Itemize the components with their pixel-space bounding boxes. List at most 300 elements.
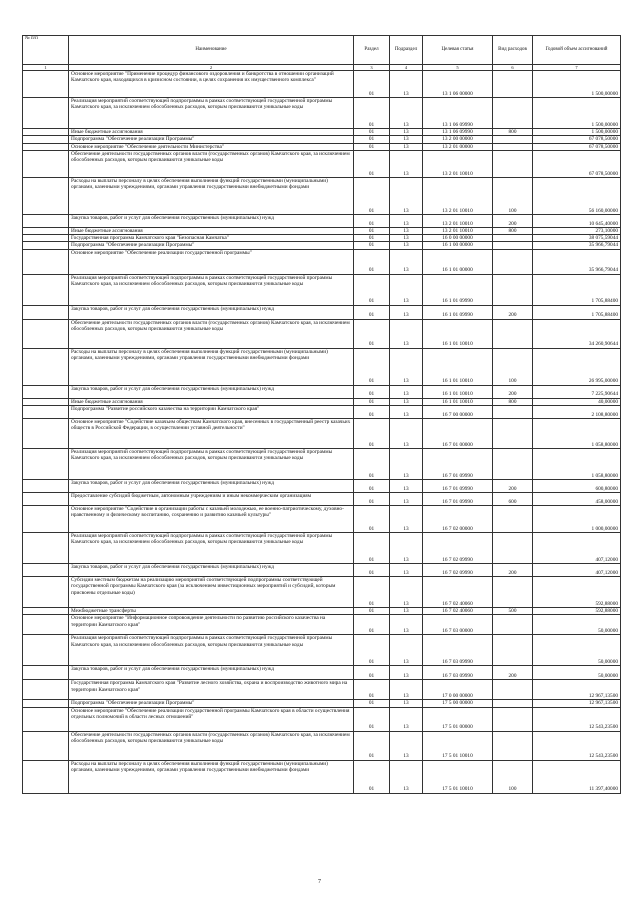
row-vid-cell: 200 — [493, 564, 533, 577]
row-vid-cell: 200 — [493, 214, 533, 227]
row-razdel-cell: 01 — [354, 129, 390, 136]
row-statya-cell: 17 5 01 10010 — [423, 760, 493, 793]
row-podrazdel-cell: 13 — [390, 707, 423, 731]
row-number-cell — [23, 214, 69, 227]
row-vid-cell — [493, 150, 533, 177]
row-statya-cell: 16 1 01 10010 — [423, 348, 493, 385]
row-razdel-cell: 01 — [354, 398, 390, 405]
row-number-cell — [23, 71, 69, 98]
row-podrazdel-cell: 13 — [390, 274, 423, 305]
row-podrazdel-cell: 13 — [390, 615, 423, 635]
index-cell: 3 — [354, 65, 390, 71]
row-vid-cell: 100 — [493, 760, 533, 793]
row-amount-cell: 1 500,00000 — [533, 98, 621, 129]
header-num: № п/п — [23, 36, 69, 65]
row-podrazdel-cell: 13 — [390, 242, 423, 249]
row-name-cell: Иные бюджетные ассигнования — [69, 129, 354, 136]
row-statya-cell: 13 1 06 09990 — [423, 129, 493, 136]
table-row — [23, 615, 621, 635]
row-podrazdel-cell: 13 — [390, 564, 423, 577]
row-name-cell: Реализация мероприятий соответствующей подпрограммы в рамках соответствующей государственной программы Камчатского края, за исключением обособленных расходов, которым присваиваются уникальные коды — [69, 98, 354, 129]
row-vid-cell — [493, 143, 533, 150]
row-podrazdel-cell: 13 — [390, 235, 423, 242]
table-row — [23, 666, 621, 680]
row-podrazdel-cell: 13 — [390, 129, 423, 136]
header-podrazdel: Подраздел — [390, 36, 423, 65]
row-number-cell — [23, 227, 69, 234]
row-podrazdel-cell: 13 — [390, 449, 423, 480]
row-number-cell — [23, 348, 69, 385]
row-statya-cell: 13 2 01 10010 — [423, 214, 493, 227]
row-vid-cell — [493, 98, 533, 129]
table-row — [23, 143, 621, 150]
table-row — [23, 319, 621, 348]
row-vid-cell: 800 — [493, 227, 533, 234]
row-number-cell — [23, 480, 69, 493]
row-amount-cell: 56 160,00000 — [533, 177, 621, 214]
row-vid-cell: 200 — [493, 305, 533, 319]
row-razdel-cell: 01 — [354, 615, 390, 635]
row-vid-cell — [493, 419, 533, 449]
row-name-cell: Подпрограмма "Развитие российского казачества на территории Камчатского края" — [69, 406, 354, 419]
table-row — [23, 348, 621, 385]
row-name-cell: Реализация мероприятий соответствующей подпрограммы в рамках соответствующей государственной программы Камчатского края, за исключением обособленных расходов, которым присваиваются уникальные коды — [69, 449, 354, 480]
row-vid-cell: 100 — [493, 348, 533, 385]
row-vid-cell: 200 — [493, 385, 533, 398]
row-statya-cell: 16 7 01 09990 — [423, 449, 493, 480]
row-name-cell: Реализация мероприятий соответствующей подпрограммы в рамках соответствующей государственной программы Камчатского края, за исключением обособленных расходов, которым присваиваются уникальные коды — [69, 274, 354, 305]
row-number-cell — [23, 760, 69, 793]
row-statya-cell: 13 1 06 00000 — [423, 71, 493, 98]
table-row — [23, 398, 621, 405]
row-razdel-cell: 01 — [354, 700, 390, 707]
row-podrazdel-cell: 13 — [390, 177, 423, 214]
row-podrazdel-cell: 13 — [390, 305, 423, 319]
row-podrazdel-cell: 13 — [390, 608, 423, 615]
row-amount-cell: 12 543,23500 — [533, 707, 621, 731]
row-statya-cell: 16 7 02 09990 — [423, 533, 493, 564]
row-name-cell: Основное мероприятие "Применение процедур финансового оздоровления и банкротства в отношении организаций Камчатского края, находящихся в кризисном состоянии, в целях сохранения их имущественного комплекса" — [69, 71, 354, 98]
row-amount-cell: 407,12000 — [533, 564, 621, 577]
table-row — [23, 707, 621, 731]
row-podrazdel-cell: 13 — [390, 493, 423, 506]
row-name-cell: Закупка товаров, работ и услуг для обеспечения государственных (муниципальных) нужд — [69, 214, 354, 227]
page-number: 7 — [318, 879, 321, 885]
row-podrazdel-cell: 13 — [390, 348, 423, 385]
row-number-cell — [23, 419, 69, 449]
row-vid-cell — [493, 577, 533, 608]
row-amount-cell: 50,00000 — [533, 635, 621, 666]
row-razdel-cell: 01 — [354, 274, 390, 305]
table-row — [23, 731, 621, 760]
row-razdel-cell: 01 — [354, 480, 390, 493]
row-amount-cell: 11 397,40000 — [533, 760, 621, 793]
table-row — [23, 235, 621, 242]
row-statya-cell: 16 1 01 10010 — [423, 385, 493, 398]
row-amount-cell: 67 078,50000 — [533, 136, 621, 143]
row-statya-cell: 16 7 02 40060 — [423, 577, 493, 608]
row-number-cell — [23, 608, 69, 615]
row-statya-cell: 16 7 01 09990 — [423, 480, 493, 493]
row-name-cell: Государственная программа Камчатского края "Развитие лесного хозяйства, охрана и воспроизводство животного мира на территории Камчатского края" — [69, 680, 354, 700]
row-name-cell: Обеспечение деятельности государственных органов власти (государственных органов) Камчатского края, за исключением обособленных расходов, которым присваиваются уникальные коды — [69, 731, 354, 760]
table-row — [23, 150, 621, 177]
row-vid-cell — [493, 506, 533, 533]
row-statya-cell: 13 2 00 00000 — [423, 136, 493, 143]
row-vid-cell — [493, 615, 533, 635]
row-name-cell: Межбюджетные трансферты — [69, 608, 354, 615]
row-number-cell — [23, 305, 69, 319]
row-statya-cell: 16 7 02 40060 — [423, 608, 493, 615]
row-razdel-cell: 01 — [354, 635, 390, 666]
row-statya-cell: 13 1 06 09990 — [423, 98, 493, 129]
row-podrazdel-cell: 13 — [390, 71, 423, 98]
row-name-cell: Основное мероприятие "Обеспечение реализации государственной программы" — [69, 249, 354, 274]
row-vid-cell — [493, 242, 533, 249]
index-cell: 4 — [390, 65, 423, 71]
row-amount-cell: 10 645,40000 — [533, 214, 621, 227]
table-row — [23, 71, 621, 98]
row-statya-cell: 16 7 02 09990 — [423, 564, 493, 577]
row-razdel-cell: 01 — [354, 235, 390, 242]
row-number-cell — [23, 274, 69, 305]
row-vid-cell — [493, 707, 533, 731]
row-name-cell: Иные бюджетные ассигнования — [69, 227, 354, 234]
row-podrazdel-cell: 13 — [390, 731, 423, 760]
header-razdel: Раздел — [354, 36, 390, 65]
row-statya-cell: 17 0 00 00000 — [423, 680, 493, 700]
row-vid-cell — [493, 449, 533, 480]
row-name-cell: Подпрограмма "Обеспечение реализации Программы" — [69, 242, 354, 249]
header-vid: Вид расходов — [493, 36, 533, 65]
row-vid-cell: 500 — [493, 608, 533, 615]
row-name-cell: Основное мероприятие "Информационное сопровождение деятельности по развитию российского казачества на территории Камчатского края" — [69, 615, 354, 635]
row-podrazdel-cell: 13 — [390, 533, 423, 564]
row-name-cell: Расходы на выплаты персоналу в целях обеспечения выполнения функций государственными (муниципальными) органами, казенными учреждениями, органами управления государственными внебюджетными фондами — [69, 348, 354, 385]
row-statya-cell: 17 5 01 00000 — [423, 707, 493, 731]
row-podrazdel-cell: 13 — [390, 136, 423, 143]
row-vid-cell — [493, 249, 533, 274]
row-name-cell: Субсидии местным бюджетам на реализацию мероприятий соответствующей подпрограммы соответствующей государственной программы Камчатского края (за исключением инвестиционных мероприятий и субсидий, которым присвоены отдельные коды) — [69, 577, 354, 608]
row-podrazdel-cell: 13 — [390, 480, 423, 493]
row-amount-cell: 12 543,23500 — [533, 731, 621, 760]
row-number-cell — [23, 98, 69, 129]
row-amount-cell: 407,12000 — [533, 533, 621, 564]
row-statya-cell: 16 7 01 00000 — [423, 419, 493, 449]
row-number-cell — [23, 506, 69, 533]
row-number-cell — [23, 666, 69, 680]
index-cell: 2 — [69, 65, 354, 71]
row-amount-cell: 26 995,00000 — [533, 348, 621, 385]
row-vid-cell — [493, 406, 533, 419]
table-row — [23, 480, 621, 493]
row-vid-cell: 200 — [493, 480, 533, 493]
row-number-cell — [23, 707, 69, 731]
row-vid-cell — [493, 274, 533, 305]
row-amount-cell: 1 500,00000 — [533, 129, 621, 136]
row-statya-cell: 16 7 01 09990 — [423, 493, 493, 506]
row-name-cell: Закупка товаров, работ и услуг для обеспечения государственных (муниципальных) нужд — [69, 666, 354, 680]
row-name-cell: Основное мероприятие "Обеспечение деятельности Министерства" — [69, 143, 354, 150]
table-row — [23, 506, 621, 533]
row-podrazdel-cell: 13 — [390, 227, 423, 234]
row-number-cell — [23, 129, 69, 136]
row-name-cell: Подпрограмма "Обеспечение реализации Программы" — [69, 136, 354, 143]
table-row — [23, 385, 621, 398]
row-vid-cell — [493, 136, 533, 143]
row-name-cell: Закупка товаров, работ и услуг для обеспечения государственных (муниципальных) нужд — [69, 305, 354, 319]
row-number-cell — [23, 493, 69, 506]
row-amount-cell: 1 058,80000 — [533, 419, 621, 449]
row-podrazdel-cell: 13 — [390, 385, 423, 398]
row-name-cell: Обеспечение деятельности государственных органов власти (государственных органов) Камчатского края, за исключением обособленных расходов, которым присваиваются уникальные коды — [69, 150, 354, 177]
header-statya: Целевая статья — [423, 36, 493, 65]
row-razdel-cell: 01 — [354, 319, 390, 348]
row-amount-cell: 50,00000 — [533, 666, 621, 680]
row-podrazdel-cell: 13 — [390, 143, 423, 150]
row-podrazdel-cell: 13 — [390, 506, 423, 533]
row-razdel-cell: 01 — [354, 577, 390, 608]
row-razdel-cell: 01 — [354, 305, 390, 319]
row-vid-cell — [493, 235, 533, 242]
table-row — [23, 98, 621, 129]
header-name: Наименование — [69, 36, 354, 65]
row-name-cell: Основное мероприятие "Содействие в организации работы с казачьей молодежью, ее военно-патриотическому, духовно-нравственному и физическому воспитанию, сохранению и развитию казачьей культуры" — [69, 506, 354, 533]
row-statya-cell: 17 5 01 10010 — [423, 731, 493, 760]
row-podrazdel-cell: 13 — [390, 319, 423, 348]
row-statya-cell: 13 2 01 00000 — [423, 143, 493, 150]
row-razdel-cell: 01 — [354, 136, 390, 143]
table-row — [23, 608, 621, 615]
budget-table — [22, 35, 621, 794]
index-cell: 7 — [533, 65, 621, 71]
row-vid-cell — [493, 533, 533, 564]
row-amount-cell: 592,88000 — [533, 577, 621, 608]
row-number-cell — [23, 398, 69, 405]
row-podrazdel-cell: 13 — [390, 398, 423, 405]
row-razdel-cell: 01 — [354, 406, 390, 419]
row-amount-cell: 2 108,80000 — [533, 406, 621, 419]
row-name-cell: Обеспечение деятельности государственных органов власти (государственных органов) Камчатского края, за исключением обособленных расходов, которым присваиваются уникальные коды — [69, 319, 354, 348]
row-vid-cell: 200 — [493, 666, 533, 680]
row-statya-cell: 16 0 00 00000 — [423, 235, 493, 242]
row-podrazdel-cell: 13 — [390, 760, 423, 793]
row-statya-cell: 16 7 00 00000 — [423, 406, 493, 419]
row-podrazdel-cell: 13 — [390, 635, 423, 666]
row-amount-cell: 458,00000 — [533, 493, 621, 506]
row-vid-cell — [493, 635, 533, 666]
row-razdel-cell: 01 — [354, 348, 390, 385]
row-amount-cell: 67 078,50000 — [533, 143, 621, 150]
row-podrazdel-cell: 13 — [390, 577, 423, 608]
row-statya-cell: 13 2 01 10010 — [423, 177, 493, 214]
row-razdel-cell: 01 — [354, 177, 390, 214]
row-amount-cell: 12 967,13500 — [533, 700, 621, 707]
row-number-cell — [23, 249, 69, 274]
table-row — [23, 406, 621, 419]
row-name-cell: Закупка товаров, работ и услуг для обеспечения государственных (муниципальных) нужд — [69, 385, 354, 398]
row-razdel-cell: 01 — [354, 214, 390, 227]
row-podrazdel-cell: 13 — [390, 419, 423, 449]
row-amount-cell: 67 078,50000 — [533, 150, 621, 177]
row-statya-cell: 16 7 03 09990 — [423, 635, 493, 666]
table-row — [23, 227, 621, 234]
row-number-cell — [23, 150, 69, 177]
row-statya-cell: 13 2 01 10010 — [423, 150, 493, 177]
row-name-cell: Закупка товаров, работ и услуг для обеспечения государственных (муниципальных) нужд — [69, 564, 354, 577]
row-number-cell — [23, 731, 69, 760]
row-razdel-cell: 01 — [354, 242, 390, 249]
row-number-cell — [23, 680, 69, 700]
row-razdel-cell: 01 — [354, 419, 390, 449]
table-row — [23, 577, 621, 608]
row-amount-cell: 7 225,90644 — [533, 385, 621, 398]
row-razdel-cell: 01 — [354, 666, 390, 680]
row-podrazdel-cell: 13 — [390, 150, 423, 177]
row-statya-cell: 13 2 01 10010 — [423, 227, 493, 234]
row-amount-cell: 1 705,88400 — [533, 305, 621, 319]
row-amount-cell: 1 500,00000 — [533, 71, 621, 98]
row-razdel-cell: 01 — [354, 608, 390, 615]
row-number-cell — [23, 700, 69, 707]
row-number-cell — [23, 235, 69, 242]
row-razdel-cell: 01 — [354, 449, 390, 480]
row-razdel-cell: 01 — [354, 385, 390, 398]
row-statya-cell: 16 1 01 10010 — [423, 398, 493, 405]
row-razdel-cell: 01 — [354, 249, 390, 274]
index-cell: 5 — [423, 65, 493, 71]
table-row — [23, 242, 621, 249]
row-number-cell — [23, 635, 69, 666]
row-razdel-cell: 01 — [354, 680, 390, 700]
row-name-cell: Иные бюджетные ассигнования — [69, 398, 354, 405]
row-number-cell — [23, 136, 69, 143]
row-statya-cell: 16 1 01 00000 — [423, 249, 493, 274]
table-row — [23, 129, 621, 136]
row-podrazdel-cell: 13 — [390, 98, 423, 129]
row-name-cell: Реализация мероприятий соответствующей подпрограммы в рамках соответствующей государственной программы Камчатского края, за исключением обособленных расходов, которым присваиваются уникальные коды — [69, 635, 354, 666]
row-podrazdel-cell: 13 — [390, 214, 423, 227]
row-razdel-cell: 01 — [354, 506, 390, 533]
row-vid-cell: 600 — [493, 493, 533, 506]
row-podrazdel-cell: 13 — [390, 249, 423, 274]
row-vid-cell: 100 — [493, 177, 533, 214]
row-statya-cell: 16 1 01 09990 — [423, 274, 493, 305]
header-amount: Годовой объем ассигнований — [533, 36, 621, 65]
row-number-cell — [23, 577, 69, 608]
row-razdel-cell: 01 — [354, 564, 390, 577]
row-razdel-cell: 01 — [354, 731, 390, 760]
row-statya-cell: 16 7 02 00000 — [423, 506, 493, 533]
table-row — [23, 635, 621, 666]
row-razdel-cell: 01 — [354, 760, 390, 793]
row-number-cell — [23, 564, 69, 577]
row-amount-cell: 1 000,00000 — [533, 506, 621, 533]
row-name-cell: Основное мероприятие "Содействие казачьим обществам Камчатского края, внесенных в государственный реестр казачьих обществ в Российской Федерации, в осуществлении уставной деятельности" — [69, 419, 354, 449]
row-razdel-cell: 01 — [354, 98, 390, 129]
table-row — [23, 305, 621, 319]
table-header-row — [23, 36, 621, 65]
row-razdel-cell: 01 — [354, 143, 390, 150]
table-row — [23, 214, 621, 227]
row-podrazdel-cell: 13 — [390, 406, 423, 419]
row-number-cell — [23, 385, 69, 398]
row-razdel-cell: 01 — [354, 71, 390, 98]
row-amount-cell: 35 966,79044 — [533, 249, 621, 274]
row-vid-cell — [493, 319, 533, 348]
table-row — [23, 136, 621, 143]
row-amount-cell: 600,80000 — [533, 480, 621, 493]
row-amount-cell: 35 966,79044 — [533, 242, 621, 249]
index-cell: 6 — [493, 65, 533, 71]
table-row — [23, 449, 621, 480]
row-name-cell: Подпрограмма "Обеспечение реализации Программы" — [69, 700, 354, 707]
row-name-cell: Государственная программа Камчатского края "Безопасная Камчатка" — [69, 235, 354, 242]
row-podrazdel-cell: 13 — [390, 700, 423, 707]
row-name-cell: Реализация мероприятий соответствующей подпрограммы в рамках соответствующей государственной программы Камчатского края, за исключением обособленных расходов, которым присваиваются уникальные коды — [69, 533, 354, 564]
table-row — [23, 419, 621, 449]
row-podrazdel-cell: 13 — [390, 680, 423, 700]
row-number-cell — [23, 449, 69, 480]
index-cell: 1 — [23, 65, 69, 71]
table-row — [23, 760, 621, 793]
row-vid-cell — [493, 731, 533, 760]
row-number-cell — [23, 319, 69, 348]
row-razdel-cell: 01 — [354, 227, 390, 234]
row-number-cell — [23, 143, 69, 150]
row-podrazdel-cell: 13 — [390, 666, 423, 680]
row-amount-cell: 273,10000 — [533, 227, 621, 234]
table-row — [23, 249, 621, 274]
row-amount-cell: 12 967,13500 — [533, 680, 621, 700]
row-statya-cell: 16 1 01 10010 — [423, 319, 493, 348]
row-number-cell — [23, 406, 69, 419]
table-body — [23, 71, 621, 794]
row-amount-cell: 592,88000 — [533, 608, 621, 615]
row-vid-cell: 800 — [493, 129, 533, 136]
row-amount-cell: 1 058,80000 — [533, 449, 621, 480]
table-row — [23, 177, 621, 214]
row-name-cell: Предоставление субсидий бюджетным, автономным учреждениям и иным некоммерческим организациям — [69, 493, 354, 506]
row-razdel-cell: 01 — [354, 533, 390, 564]
row-statya-cell: 16 7 03 09990 — [423, 666, 493, 680]
row-vid-cell — [493, 71, 533, 98]
row-vid-cell — [493, 680, 533, 700]
row-name-cell: Основное мероприятие "Обеспечение реализации государственной программы Камчатского края в области осуществления отдельных полномочий в области лесных отношений" — [69, 707, 354, 731]
row-statya-cell: 16 1 00 00000 — [423, 242, 493, 249]
row-number-cell — [23, 533, 69, 564]
table-row — [23, 564, 621, 577]
row-number-cell — [23, 242, 69, 249]
row-statya-cell: 16 1 01 09990 — [423, 305, 493, 319]
table-row — [23, 493, 621, 506]
row-razdel-cell: 01 — [354, 493, 390, 506]
table-row — [23, 700, 621, 707]
row-name-cell: Расходы на выплаты персоналу в целях обеспечения выполнения функций государственными (муниципальными) органами, казенными учреждениями, органами управления государственными внебюджетными фондами — [69, 760, 354, 793]
row-name-cell: Расходы на выплаты персоналу в целях обеспечения выполнения функций государственными (муниципальными) органами, казенными учреждениями, органами управления государственными внебюджетными фондами — [69, 177, 354, 214]
row-amount-cell: 50,00000 — [533, 615, 621, 635]
table-row — [23, 680, 621, 700]
row-razdel-cell: 01 — [354, 150, 390, 177]
row-amount-cell: 38 075,59044 — [533, 235, 621, 242]
table-row — [23, 533, 621, 564]
row-vid-cell: 800 — [493, 398, 533, 405]
row-statya-cell: 17 5 00 00000 — [423, 700, 493, 707]
row-number-cell — [23, 615, 69, 635]
row-number-cell — [23, 177, 69, 214]
budget-page — [22, 35, 620, 794]
row-amount-cell: 40,00000 — [533, 398, 621, 405]
